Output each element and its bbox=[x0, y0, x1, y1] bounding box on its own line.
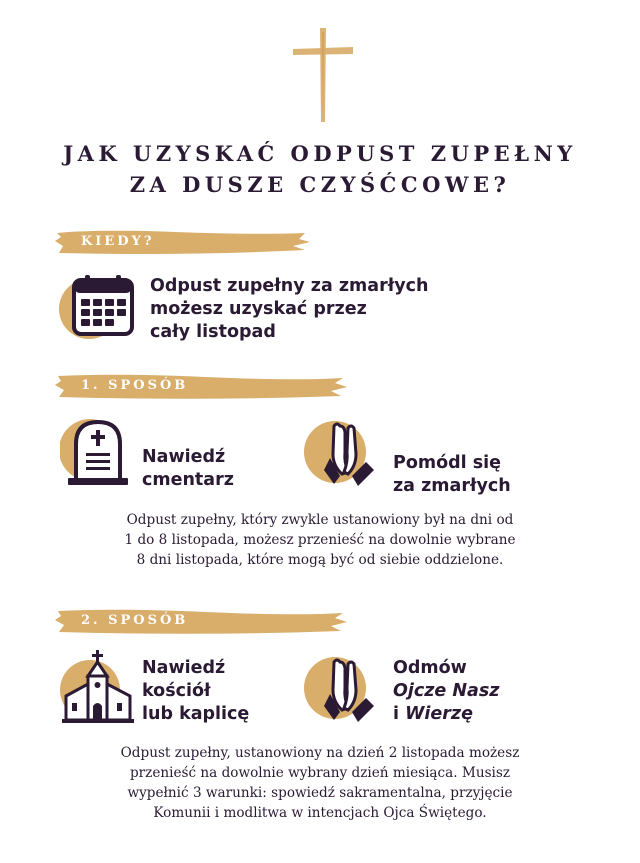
kiedy-line1: Odpust zupełny za zmarłych bbox=[150, 276, 429, 296]
sposob1-right-text bbox=[393, 452, 511, 498]
sposob1-desc-line: Odpust zupełny, który zwykle ustanowiony był na dni od bbox=[126, 512, 514, 528]
page-title-line1: JAK UZYSKAĆ ODPUST ZUPEŁNY bbox=[63, 141, 577, 166]
sposob2-right-text bbox=[393, 657, 499, 726]
sposob2-left-line3: lub kaplicę bbox=[142, 704, 250, 724]
sposob2-description bbox=[40, 743, 600, 823]
sposob2-right-line1: Odmów bbox=[393, 658, 467, 678]
section-label-text: 1. SPOSÓB bbox=[81, 378, 189, 393]
sposob1-left-text bbox=[142, 446, 234, 492]
sposob2-right-line3-italic: Wierzę bbox=[405, 704, 473, 724]
sposob1-left-line2: cmentarz bbox=[142, 470, 234, 490]
sposob2-left-line2: kościół bbox=[142, 681, 211, 701]
sposob1-left-line1: Nawiedź bbox=[142, 447, 226, 467]
section-label-text: KIEDY? bbox=[81, 234, 155, 249]
kiedy-line3: cały listopad bbox=[150, 322, 276, 342]
sposob2-desc-line: przenieść na dowolnie wybrany dzień miesiąca. Musisz bbox=[129, 765, 511, 781]
sposob2-left-line1: Nawiedź bbox=[142, 658, 226, 678]
sposob2-right-line3-prefix: i bbox=[393, 704, 406, 724]
sposob2-desc-line: wypełnić 3 warunki: spowiedź sakramentalna, przyjęcie bbox=[127, 785, 513, 801]
sposob2-right-line2: Ojcze Nasz bbox=[393, 681, 500, 701]
sposob2-right-line3 bbox=[393, 703, 499, 726]
section-label-sposob1 bbox=[55, 372, 347, 402]
sposob2-desc-line: Komunii i modlitwa w intencjach Ojca Świętego. bbox=[153, 805, 487, 821]
sposob1-right-line2: za zmarłych bbox=[393, 476, 511, 496]
sposob1-description bbox=[40, 510, 600, 570]
praying-hands-icon bbox=[304, 650, 384, 730]
church-icon bbox=[60, 648, 138, 726]
praying-hands-icon bbox=[304, 414, 384, 494]
gravestone-icon bbox=[60, 414, 136, 490]
sposob1-desc-line: 8 dni listopada, które mogą być od siebie oddzielone. bbox=[136, 552, 504, 568]
sposob2-left-text bbox=[142, 657, 249, 726]
section-label-kiedy bbox=[55, 228, 310, 258]
kiedy-text bbox=[150, 275, 428, 344]
section-label-text: 2. SPOSÓB bbox=[81, 613, 189, 628]
section-label-sposob2 bbox=[55, 607, 347, 637]
cross-icon bbox=[293, 28, 353, 122]
sposob1-right-line1: Pomódl się bbox=[393, 453, 502, 473]
kiedy-line2: możesz uzyskać przez bbox=[150, 299, 367, 319]
page-title-line2: ZA DUSZE CZYŚĆCOWE? bbox=[129, 172, 511, 197]
sposob2-desc-line: Odpust zupełny, ustanowiony na dzień 2 listopada możesz bbox=[120, 745, 520, 761]
sposob1-desc-line: 1 do 8 listopada, możesz przenieść na dowolnie wybrane bbox=[124, 532, 516, 548]
calendar-icon bbox=[58, 272, 136, 342]
